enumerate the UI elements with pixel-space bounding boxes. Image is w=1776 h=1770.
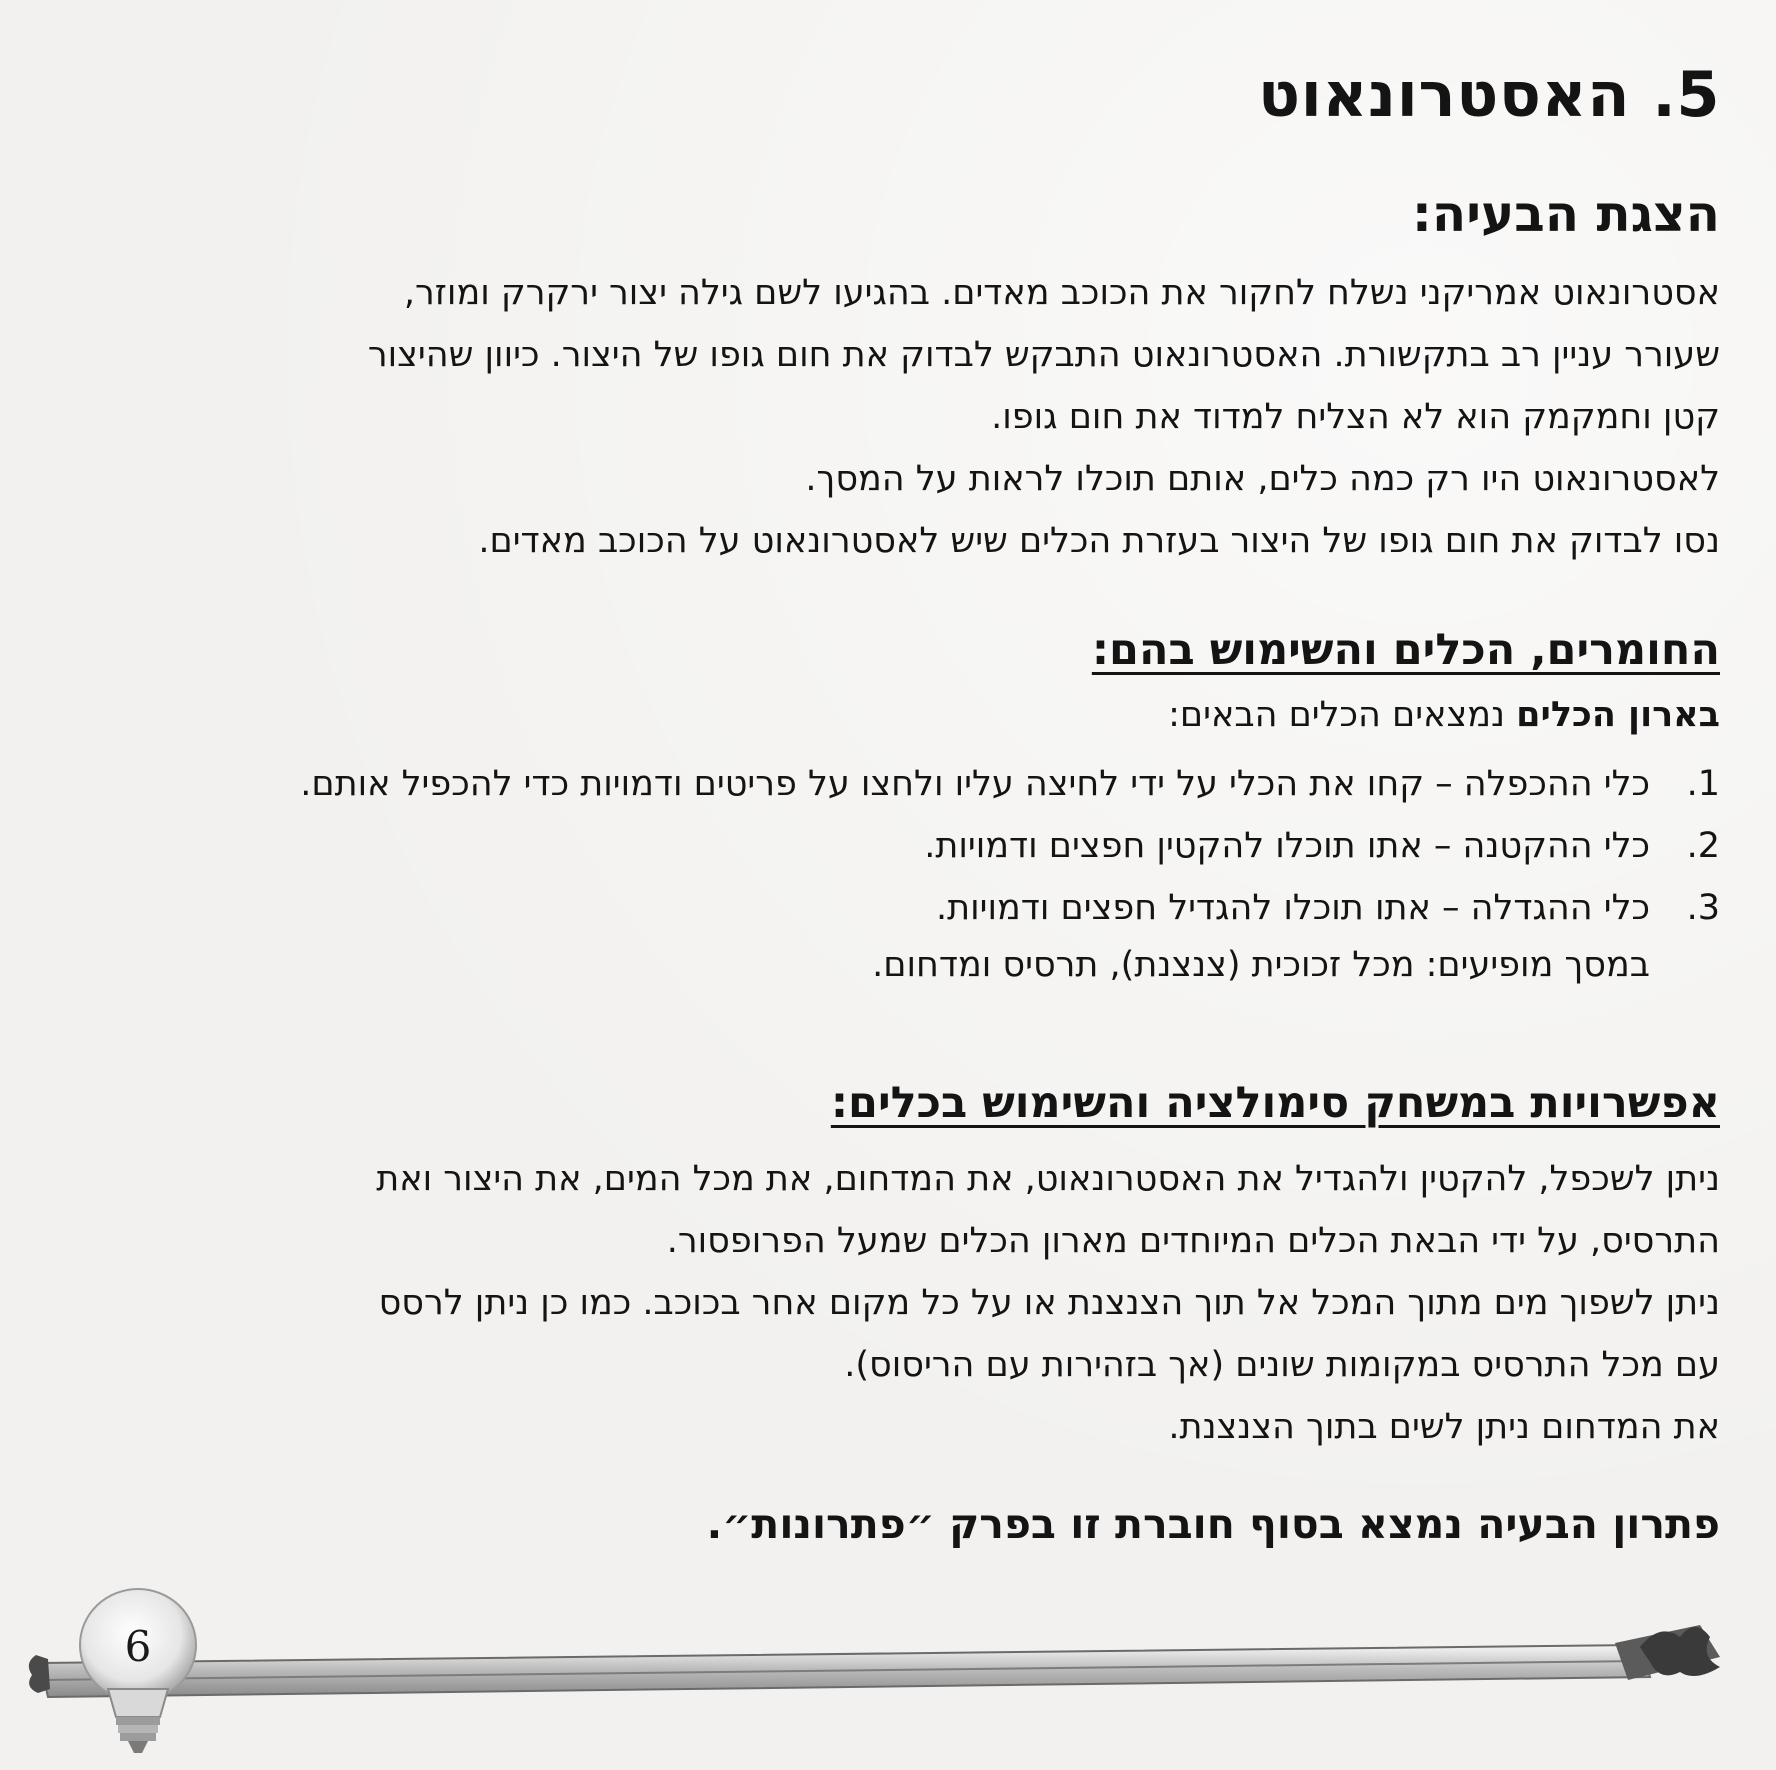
problem-paragraph [80,262,1720,572]
list-item-text: כלי ההכפלה – קחו את הכלי על ידי לחיצה עליו ולחצו על פריטים ודמויות כדי להכפיל אותם. [300,764,1650,804]
options-heading: אפשרויות במשחק סימולציה והשימוש בכלים: [830,1078,1720,1128]
options-line: ניתן לשכפל, להקטין ולהגדיל את האסטרונאוט, את המדחום, את מכל המים, את היצור ואת [376,1159,1720,1199]
tools-intro-rest: נמצאים הכלים הבאים: [1168,695,1517,735]
footer-decoration [0,1585,1776,1770]
list-item-text: כלי ההקטנה – אתו תוכלו להקטין חפצים ודמויות. [924,826,1650,866]
lightbulb-icon [80,1589,196,1753]
tools-intro [1168,695,1720,735]
list-item-number: 3. [1686,888,1720,928]
tools-intro-bold: בארון הכלים [1516,695,1720,735]
tools-list [0,753,1720,939]
options-line: את המדחום ניתן לשים בתוך הצנצנת. [1168,1407,1720,1447]
list-item-number: 2. [1686,826,1720,866]
page-number: 6 [124,1622,152,1671]
problem-line: שעורר עניין רב בתקשורת. האסטרונאוט התבקש לבדוק את חום גופו של היצור. כיוון שהיצור [367,335,1720,375]
screen-items-text: במסך מופיעים: מכל זכוכית (צנצנת), תרסיס ומדחום. [872,945,1650,985]
options-line: התרסיס, על ידי הבאת הכלים המיוחדים מארון הכלים שמעל הפרופסור. [666,1221,1720,1261]
solution-note: פתרון הבעיה נמצא בסוף חוברת זו בפרק ״פתרונות״. [706,1500,1720,1548]
problem-line: קטן וחמקמק הוא לא הצליח למדוד את חום גופו. [991,397,1720,437]
list-item-text: כלי ההגדלה – אתו תוכלו להגדיל חפצים ודמויות. [935,888,1650,928]
list-item-number: 1. [1686,764,1720,804]
list-item [0,815,1720,877]
problem-line: נסו לבדוק את חום גופו של היצור בעזרת הכלים שיש לאסטרונאוט על הכוכב מאדים. [478,521,1720,561]
page-title: 5. האסטרונאוט [1258,58,1720,131]
list-item [0,753,1720,815]
problem-line: אסטרונאוט אמריקני נשלח לחקור את הכוכב מאדים. בהגיעו לשם גילה יצור ירקרק ומוזר, [403,273,1720,313]
options-line: עם מכל התרסיס במקומות שונים (אך בזהירות עם הריסוס). [844,1345,1720,1385]
options-paragraph [20,1148,1720,1458]
pencil-icon [29,1625,1720,1697]
problem-line: לאסטרונאוט היו רק כמה כלים, אותם תוכלו לראות על המסך. [805,459,1720,499]
list-item [0,877,1720,939]
materials-heading: החומרים, הכלים והשימוש בהם: [1091,625,1720,675]
problem-heading: הצגת הבעיה: [1411,185,1720,243]
options-line: ניתן לשפוך מים מתוך המכל אל תוך הצנצנת או על כל מקום אחר בכוכב. כמו כן ניתן לרסס [378,1283,1720,1323]
